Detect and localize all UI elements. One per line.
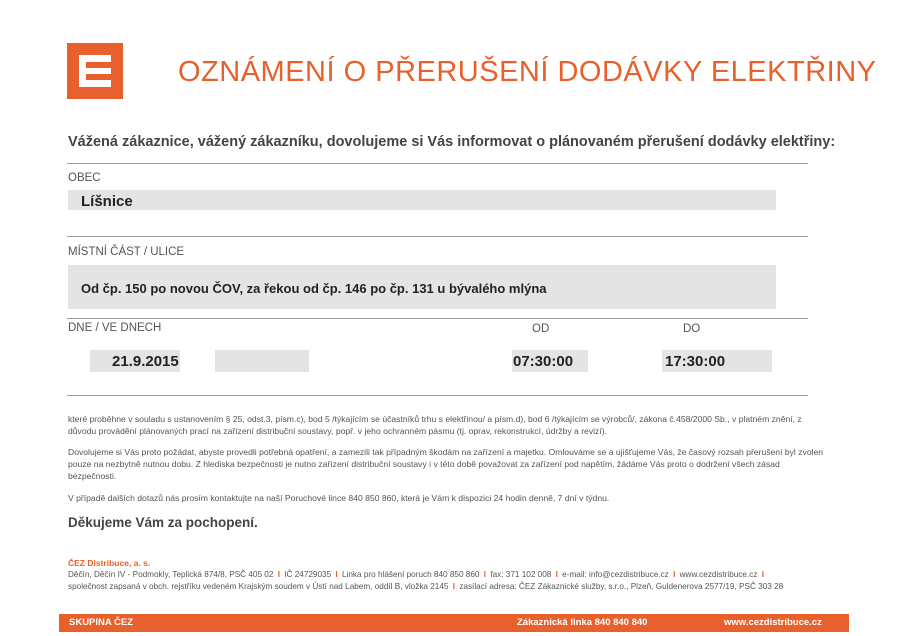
- obec-value-box: [68, 190, 776, 210]
- body-paragraph-2: Dovolujeme si Vás proto požádat, abyste provedli potřebná opatření, a zamezili tak případným škodám na zařízení a majetku. Omlouváme se a ujišťujeme Vás, že časový rozsah přerušení byl zvolen pouze na nezbytně nutnou dobu. Z hlediska bezpečnosti je nutno zařízení distribuční soustavy i v této době považovat za zařízení pod napětím, žádáme Vás proto o dodržení všech zásad bezpečnosti.: [68, 447, 824, 481]
- obec-label: OBEC: [68, 172, 101, 184]
- separator: I: [483, 570, 487, 579]
- company-address: Děčín, Děčín IV - Podmokly, Teplická 874/8, PSČ 405 02: [68, 570, 274, 579]
- divider: [67, 236, 808, 237]
- obec-value: Líšnice: [81, 193, 133, 210]
- footer-hotline: Zákaznická linka 840 840 840: [517, 617, 648, 628]
- company-web: www.cezdistribuce.cz: [679, 570, 758, 579]
- logo-bar-left: [79, 55, 86, 87]
- company-fault-line: Linka pro hlášení poruch 840 850 860: [341, 570, 480, 579]
- to-value: 17:30:00: [665, 353, 726, 370]
- separator: I: [277, 570, 280, 579]
- company-ico: IČ 24729035: [284, 570, 332, 579]
- separator: I: [452, 582, 456, 591]
- cez-logo: [67, 43, 123, 99]
- footer-bar: [59, 614, 849, 632]
- separator: I: [761, 570, 764, 579]
- divider: [67, 163, 808, 164]
- to-label: DO: [683, 323, 701, 335]
- company-email: e-mail: info@cezdistribuce.cz: [562, 570, 669, 579]
- body-paragraph-1: které proběhne v souladu s ustanovením § 25, odst.3, písm.c), bod 5 /týkajícím se účastníků trhu s elektřinou/ a písm.d), bod 6 /týkajícím se výrobců/, zákona č.458/2000 Sb., v platném znění, z důvodu provádění plánovaných prací na zařízení distribuční soustavy, popř. v jeho ochranném pásmu (tj. oprav, rekonstrukcí, údržby a revizí).: [68, 414, 802, 436]
- body-paragraph-3: V případě dalších dotazů nás prosím kontaktujte na naší Poruchové lince 840 850 860, která je Vám k dispozici 24 hodin denně, 7 dní v týdnu.: [68, 493, 610, 503]
- company-fax: fax: 371 102 008: [490, 570, 552, 579]
- street-value: Od čp. 150 po novou ČOV, za řekou od čp. 146 po čp. 131 u bývalého mlýna: [81, 281, 547, 296]
- divider: [67, 395, 808, 396]
- divider: [67, 318, 808, 319]
- company-registry-line: [68, 582, 783, 591]
- street-label: MÍSTNÍ ČÁST / ULICE: [68, 246, 185, 258]
- separator: I: [555, 570, 558, 579]
- date-label: DNE / VE DNECH: [68, 322, 162, 334]
- from-label: OD: [532, 323, 550, 335]
- intro-text: Vážená zákaznice, vážený zákazníku, dovolujeme si Vás informovat o plánovaném přerušení dodávky elektřiny:: [68, 134, 836, 150]
- footer-web: www.cezdistribuce.cz: [724, 617, 822, 628]
- company-mailing-address: zasílací adresa: ČEZ Zákaznické služby, s.r.o., Plzeň, Guldenerova 2577/19, PSČ 303 28: [459, 582, 784, 591]
- thanks-text: Děkujeme Vám za pochopení.: [68, 515, 258, 530]
- separator: I: [673, 570, 676, 579]
- company-registry: společnost zapsaná v obch. rejstříku vedeném Krajským soudem v Ústí nad Labem, oddíl B, vložka 2145: [68, 582, 449, 591]
- page-title: OZNÁMENÍ O PŘERUŠENÍ DODÁVKY ELEKTŘINY: [178, 56, 877, 88]
- separator: I: [335, 570, 338, 579]
- company-address-line: [68, 570, 766, 579]
- from-value: 07:30:00: [513, 353, 574, 370]
- date-value: 21.9.2015: [112, 353, 179, 370]
- date-extra-box: [215, 350, 309, 372]
- company-name: ČEZ Distribuce, a. s.: [68, 558, 151, 568]
- footer-group: SKUPINA ČEZ: [69, 617, 134, 628]
